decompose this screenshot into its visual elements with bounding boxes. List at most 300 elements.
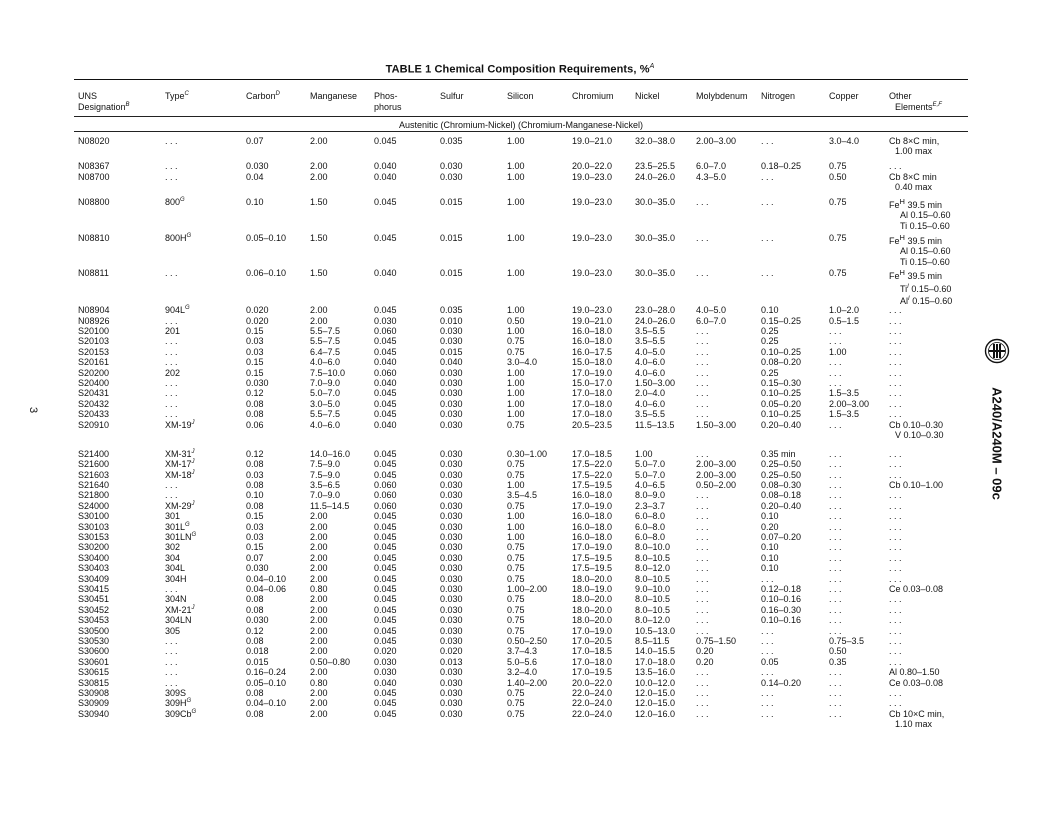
cell-molybdenum: . . . xyxy=(696,698,709,709)
cell-sulfur: 0.015 xyxy=(440,268,463,279)
cell-manganese: 3.0–5.0 xyxy=(310,398,341,409)
cell-phosphorus: 0.045 xyxy=(374,197,397,207)
cell-type: . . . xyxy=(165,388,178,399)
cell-uns: S20431 xyxy=(78,388,110,399)
cell-nickel: 4.0–6.5 xyxy=(635,480,666,490)
cell-carbon: 0.10 xyxy=(246,490,264,501)
cell-other-elements xyxy=(889,326,902,336)
cell-nickel: 3.5–5.5 xyxy=(635,409,666,420)
cell-manganese: 2.00 xyxy=(310,688,328,698)
cell-uns: S30600 xyxy=(78,646,110,657)
cell-molybdenum: 0.20 xyxy=(696,656,714,667)
cell-molybdenum: . . . xyxy=(696,388,709,399)
other-elements-line: . . . xyxy=(889,377,902,388)
cell-phosphorus: 0.045 xyxy=(374,532,397,542)
cell-other-elements xyxy=(889,563,902,573)
cell-sulfur: 0.030 xyxy=(440,171,463,182)
astm-logo-icon xyxy=(984,338,1010,364)
cell-copper: 0.75–3.5 xyxy=(829,636,865,646)
cell-uns: S30908 xyxy=(78,688,110,698)
cell-copper: . . . xyxy=(829,573,842,584)
cell-phosphorus: 0.030 xyxy=(374,315,397,326)
cell-manganese: 5.5–7.5 xyxy=(310,336,341,347)
cell-nitrogen: 0.10–0.25 xyxy=(761,409,802,420)
cell-silicon: 0.75 xyxy=(507,708,525,719)
cell-chromium: 17.5–19.5 xyxy=(572,480,613,490)
cell-chromium: 18.0–19.0 xyxy=(572,584,613,594)
cell-silicon: 1.00 xyxy=(507,388,525,399)
other-elements-line: . . . xyxy=(889,305,902,316)
cell-chromium: 22.0–24.0 xyxy=(572,698,613,709)
cell-nitrogen: 0.20 xyxy=(761,521,779,532)
cell-type: . . . xyxy=(165,315,178,326)
cell-molybdenum: . . . xyxy=(696,346,709,357)
cell-nitrogen: 0.08–0.20 xyxy=(761,357,802,368)
cell-type: . . . xyxy=(165,490,178,501)
cell-uns: S20432 xyxy=(78,398,110,409)
cell-carbon: 0.020 xyxy=(246,305,269,316)
cell-copper: . . . xyxy=(829,688,842,698)
cell-sulfur: 0.030 xyxy=(440,584,463,594)
cell-uns: S20103 xyxy=(78,336,110,347)
cell-chromium: 16.0–18.0 xyxy=(572,521,613,532)
cell-nickel: 8.0–10.5 xyxy=(635,594,671,605)
cell-copper: . . . xyxy=(829,325,842,336)
cell-silicon: 0.75 xyxy=(507,542,525,553)
cell-carbon: 0.12 xyxy=(246,625,264,636)
cell-molybdenum: 0.50–2.00 xyxy=(696,480,737,490)
cell-type: . . . xyxy=(165,480,178,490)
cell-silicon: 0.75 xyxy=(507,469,525,480)
other-elements-line: Cb 8×C min xyxy=(889,171,937,182)
other-elements-line: 0.40 max xyxy=(895,182,933,193)
cell-nitrogen: 0.14–0.20 xyxy=(761,677,802,688)
cell-carbon: 0.08 xyxy=(246,708,264,719)
other-elements-line: . . . xyxy=(889,552,902,563)
cell-phosphorus: 0.045 xyxy=(374,232,397,243)
other-elements-line: Al 0.80–1.50 xyxy=(889,667,940,678)
cell-nitrogen: 0.20–0.40 xyxy=(761,500,802,511)
cell-molybdenum: 0.75–1.50 xyxy=(696,636,737,646)
cell-sulfur: 0.030 xyxy=(440,161,463,172)
cell-phosphorus: 0.045 xyxy=(374,584,397,594)
header-carbon: Carbon$^D$ xyxy=(246,91,280,101)
cell-carbon: 0.15 xyxy=(246,367,264,378)
cell-copper: . . . xyxy=(829,367,842,378)
cell-copper: 1.00 xyxy=(829,346,847,357)
other-elements-line: . . . xyxy=(889,521,902,532)
side-header xyxy=(978,338,1018,528)
cell-nickel: 2.3–3.7 xyxy=(635,500,666,511)
cell-nitrogen: 0.08–0.18 xyxy=(761,490,802,501)
cell-copper: 0.35 xyxy=(829,656,847,667)
cell-copper: 0.50 xyxy=(829,171,847,182)
cell-molybdenum: . . . xyxy=(696,325,709,336)
cell-chromium: 20.0–22.0 xyxy=(572,677,613,688)
cell-silicon: 1.00 xyxy=(507,232,525,243)
cell-nitrogen: . . . xyxy=(761,268,774,279)
cell-carbon: 0.08 xyxy=(246,604,264,615)
cell-sulfur: 0.030 xyxy=(440,604,463,615)
cell-copper: . . . xyxy=(829,542,842,553)
other-elements-line: Al 0.15–0.60 xyxy=(900,246,951,257)
cell-silicon: 1.00 xyxy=(507,521,525,532)
cell-silicon: 0.75 xyxy=(507,336,525,347)
cell-chromium: 19.0–23.0 xyxy=(572,232,613,243)
cell-copper: . . . xyxy=(829,667,842,678)
cell-copper: . . . xyxy=(829,563,842,574)
cell-chromium: 17.0–19.0 xyxy=(572,625,613,636)
cell-nitrogen: 0.10 xyxy=(761,542,779,553)
cell-phosphorus: 0.030 xyxy=(374,667,397,678)
cell-uns: S30615 xyxy=(78,667,110,678)
cell-other-elements xyxy=(889,636,902,646)
cell-silicon: 0.75 xyxy=(507,615,525,626)
cell-molybdenum: . . . xyxy=(696,398,709,409)
cell-copper: . . . xyxy=(829,521,842,532)
cell-carbon: 0.015 xyxy=(246,656,269,667)
cell-type: . . . xyxy=(165,161,178,172)
cell-nickel: 8.0–10.5 xyxy=(635,604,671,615)
other-elements-line: . . . xyxy=(889,542,902,553)
cell-sulfur: 0.015 xyxy=(440,232,463,243)
cell-silicon: 1.00 xyxy=(507,377,525,388)
section-label: Austenitic (Chromium-Nickel) (Chromium-Manganese-Nickel) xyxy=(398,120,644,130)
header-other-elements: Other Elements$^{E,F}$ xyxy=(889,91,942,112)
cell-copper: . . . xyxy=(829,336,842,347)
cell-carbon: 0.15 xyxy=(246,511,264,522)
cell-silicon: 1.00 xyxy=(507,511,525,522)
cell-molybdenum: . . . xyxy=(696,490,709,501)
other-elements-line: . . . xyxy=(889,469,902,480)
other-elements-line: $Ti^I$ 0.15–0.60 xyxy=(900,283,952,294)
cell-other-elements xyxy=(889,172,937,193)
cell-nickel: 8.0–12.0 xyxy=(635,563,671,574)
cell-other-elements xyxy=(889,368,902,378)
cell-nitrogen: . . . xyxy=(761,171,774,182)
cell-nitrogen: 0.20–0.40 xyxy=(761,419,802,430)
cell-uns: S21640 xyxy=(78,480,110,490)
cell-molybdenum: . . . xyxy=(696,532,709,542)
cell-silicon: 1.00 xyxy=(507,480,525,490)
cell-phosphorus: 0.040 xyxy=(374,171,397,182)
cell-manganese: 1.50 xyxy=(310,268,328,279)
cell-molybdenum: 0.20 xyxy=(696,646,714,657)
cell-silicon: 0.75 xyxy=(507,563,525,574)
other-elements-line: Ce 0.03–0.08 xyxy=(889,584,944,594)
cell-chromium: 17.0–20.5 xyxy=(572,636,613,646)
cell-other-elements xyxy=(889,459,902,469)
cell-carbon: 0.15 xyxy=(246,325,264,336)
cell-type: 305 xyxy=(165,625,181,636)
cell-phosphorus: 0.020 xyxy=(374,646,397,657)
cell-silicon: 0.75 xyxy=(507,346,525,357)
cell-copper: . . . xyxy=(829,677,842,688)
other-elements-line: Ti 0.15–0.60 xyxy=(900,220,950,231)
cell-uns: N08904 xyxy=(78,305,110,316)
cell-sulfur: 0.030 xyxy=(440,409,463,420)
cell-silicon: 0.75 xyxy=(507,604,525,615)
cell-manganese: 2.00 xyxy=(310,667,328,678)
cell-manganese: 6.4–7.5 xyxy=(310,346,341,357)
cell-chromium: 19.0–21.0 xyxy=(572,315,613,326)
cell-sulfur: 0.030 xyxy=(440,419,463,430)
cell-carbon: 0.03 xyxy=(246,346,264,357)
cell-uns: S30601 xyxy=(78,656,110,667)
cell-manganese: 5.5–7.5 xyxy=(310,325,341,336)
cell-copper: 1.0–2.0 xyxy=(829,305,860,316)
cell-phosphorus: 0.045 xyxy=(374,552,397,563)
cell-carbon: 0.030 xyxy=(246,563,269,574)
cell-chromium: 16.0–18.0 xyxy=(572,511,613,522)
cell-silicon: 3.5–4.5 xyxy=(507,490,538,501)
cell-uns: S30153 xyxy=(78,532,110,542)
cell-carbon: 0.08 xyxy=(246,688,264,698)
other-elements-line: Cb 10×C min, xyxy=(889,708,945,719)
cell-uns: S20153 xyxy=(78,346,110,357)
cell-nickel: 1.50–3.00 xyxy=(635,377,676,388)
cell-nitrogen: 0.15–0.25 xyxy=(761,315,802,326)
cell-carbon: 0.08 xyxy=(246,636,264,646)
cell-carbon: 0.06 xyxy=(246,419,264,430)
cell-molybdenum: 6.0–7.0 xyxy=(696,161,727,172)
other-elements-line: . . . xyxy=(889,346,902,357)
cell-copper: 0.5–1.5 xyxy=(829,315,860,326)
cell-silicon: 1.00 xyxy=(507,268,525,279)
cell-type: . . . xyxy=(165,136,178,146)
cell-uns: S20910 xyxy=(78,419,110,430)
cell-copper: 2.00–3.00 xyxy=(829,398,870,409)
cell-nitrogen: 0.07–0.20 xyxy=(761,532,802,542)
other-elements-line: . . . xyxy=(889,409,902,420)
cell-phosphorus: 0.045 xyxy=(374,594,397,605)
cell-sulfur: 0.015 xyxy=(440,346,463,357)
cell-type: 309S xyxy=(165,688,187,698)
cell-type: $XM-29^J$ xyxy=(165,500,195,511)
cell-sulfur: 0.030 xyxy=(440,667,463,678)
other-elements-line: . . . xyxy=(889,315,902,326)
cell-molybdenum: . . . xyxy=(696,377,709,388)
cell-other-elements xyxy=(889,490,902,500)
cell-other-elements xyxy=(889,136,939,157)
header-sulfur: Sulfur xyxy=(440,91,464,101)
cell-carbon: 0.08 xyxy=(246,459,264,470)
other-elements-line: 1.00 max xyxy=(895,146,933,157)
header-molybdenum: Molybdenum xyxy=(696,91,748,101)
cell-phosphorus: 0.045 xyxy=(374,511,397,522)
other-elements-line: . . . xyxy=(889,688,902,698)
cell-type: . . . xyxy=(165,677,178,688)
cell-molybdenum: . . . xyxy=(696,584,709,594)
cell-type: 302 xyxy=(165,542,181,553)
cell-manganese: 2.00 xyxy=(310,615,328,626)
cell-silicon: 0.75 xyxy=(507,594,525,605)
cell-uns: N08800 xyxy=(78,197,110,207)
cell-nickel: 8.0–10.0 xyxy=(635,542,671,553)
cell-copper: . . . xyxy=(829,532,842,542)
cell-carbon: 0.06–0.10 xyxy=(246,268,287,279)
cell-copper: . . . xyxy=(829,625,842,636)
other-elements-line: . . . xyxy=(889,594,902,605)
cell-nitrogen: 0.25–0.50 xyxy=(761,459,802,470)
cell-nitrogen: 0.10–0.25 xyxy=(761,388,802,399)
other-elements-line: . . . xyxy=(889,625,902,636)
other-elements-line: $Fe^H$ 39.5 min xyxy=(889,268,942,282)
cell-phosphorus: 0.045 xyxy=(374,708,397,719)
header-uns: UNS Designation$^B$ xyxy=(78,91,130,112)
cell-molybdenum: . . . xyxy=(696,563,709,574)
cell-phosphorus: 0.045 xyxy=(374,636,397,646)
cell-uns: S30452 xyxy=(78,604,110,615)
cell-uns: S30403 xyxy=(78,563,110,574)
cell-phosphorus: 0.045 xyxy=(374,448,397,459)
cell-type: $301LN^G$ xyxy=(165,532,197,542)
cell-nitrogen: 0.18–0.25 xyxy=(761,161,802,172)
cell-molybdenum: . . . xyxy=(696,448,709,459)
cell-molybdenum: . . . xyxy=(696,688,709,698)
cell-type: 201 xyxy=(165,325,181,336)
cell-sulfur: 0.030 xyxy=(440,325,463,336)
cell-molybdenum: . . . xyxy=(696,573,709,584)
cell-uns: S20161 xyxy=(78,357,110,368)
cell-molybdenum: . . . xyxy=(696,552,709,563)
cell-silicon: 0.75 xyxy=(507,552,525,563)
cell-molybdenum: 4.3–5.0 xyxy=(696,171,727,182)
cell-molybdenum: . . . xyxy=(696,357,709,368)
cell-manganese: 2.00 xyxy=(310,646,328,657)
cell-molybdenum: . . . xyxy=(696,521,709,532)
cell-manganese: 1.50 xyxy=(310,232,328,243)
cell-type: $XM-31^J$ xyxy=(165,448,195,459)
cell-nitrogen: 0.25 xyxy=(761,325,779,336)
cell-nitrogen: 0.05 xyxy=(761,656,779,667)
cell-molybdenum: . . . xyxy=(696,542,709,553)
cell-molybdenum: 1.50–3.00 xyxy=(696,419,737,430)
cell-phosphorus: 0.040 xyxy=(374,677,397,688)
cell-chromium: 17.5–19.5 xyxy=(572,552,613,563)
cell-nickel: 30.0–35.0 xyxy=(635,268,676,279)
cell-type: $309Cb^G$ xyxy=(165,708,197,719)
other-elements-line: . . . xyxy=(889,563,902,574)
cell-type: . . . xyxy=(165,357,178,368)
cell-molybdenum: . . . xyxy=(696,197,709,207)
cell-carbon: 0.08 xyxy=(246,409,264,420)
cell-copper: . . . xyxy=(829,480,842,490)
cell-sulfur: 0.030 xyxy=(440,615,463,626)
cell-uns: S20400 xyxy=(78,377,110,388)
header-chromium: Chromium xyxy=(572,91,614,101)
cell-nickel: 24.0–26.0 xyxy=(635,315,676,326)
cell-nitrogen: . . . xyxy=(761,625,774,636)
table-title: TABLE 1 Chemical Composition Requirements, %$^A$ xyxy=(385,63,655,76)
cell-manganese: 2.00 xyxy=(310,542,328,553)
cell-copper: 0.75 xyxy=(829,232,847,243)
cell-sulfur: 0.030 xyxy=(440,625,463,636)
cell-manganese: 2.00 xyxy=(310,532,328,542)
cell-nickel: 6.0–8.0 xyxy=(635,511,666,522)
cell-carbon: 0.03 xyxy=(246,521,264,532)
cell-copper: . . . xyxy=(829,552,842,563)
cell-carbon: 0.08 xyxy=(246,398,264,409)
cell-sulfur: 0.030 xyxy=(440,563,463,574)
cell-type: $800^G$ xyxy=(165,197,185,207)
cell-sulfur: 0.030 xyxy=(440,532,463,542)
cell-uns: N08020 xyxy=(78,136,110,146)
cell-chromium: 18.0–20.0 xyxy=(572,594,613,605)
cell-nickel: 8.0–9.0 xyxy=(635,490,666,501)
cell-other-elements xyxy=(889,698,902,708)
cell-uns: S21400 xyxy=(78,448,110,459)
cell-phosphorus: 0.045 xyxy=(374,136,397,146)
cell-chromium: 17.0–19.0 xyxy=(572,367,613,378)
cell-other-elements xyxy=(889,347,902,357)
cell-sulfur: 0.030 xyxy=(440,480,463,490)
cell-sulfur: 0.030 xyxy=(440,688,463,698)
cell-copper: . . . xyxy=(829,469,842,480)
cell-uns: S30453 xyxy=(78,615,110,626)
cell-manganese: 2.00 xyxy=(310,594,328,605)
cell-other-elements xyxy=(889,688,902,698)
cell-copper: . . . xyxy=(829,708,842,719)
cell-carbon: 0.05–0.10 xyxy=(246,232,287,243)
cell-carbon: 0.07 xyxy=(246,552,264,563)
other-elements-line: Ti 0.15–0.60 xyxy=(900,256,950,267)
cell-type: $XM-19^J$ xyxy=(165,419,195,430)
cell-manganese: 7.0–9.0 xyxy=(310,490,341,501)
cell-molybdenum: 2.00–3.00 xyxy=(696,469,737,480)
cell-manganese: 0.80 xyxy=(310,677,328,688)
cell-nickel: 23.5–25.5 xyxy=(635,161,676,172)
other-elements-line: . . . xyxy=(889,161,902,172)
cell-molybdenum: . . . xyxy=(696,336,709,347)
cell-manganese: 2.00 xyxy=(310,552,328,563)
cell-chromium: 22.0–24.0 xyxy=(572,708,613,719)
cell-other-elements xyxy=(889,626,902,636)
cell-type: . . . xyxy=(165,336,178,347)
cell-carbon: 0.04–0.10 xyxy=(246,698,287,709)
cell-uns: S30200 xyxy=(78,542,110,553)
cell-phosphorus: 0.040 xyxy=(374,268,397,279)
cell-sulfur: 0.030 xyxy=(440,377,463,388)
cell-copper: . . . xyxy=(829,615,842,626)
cell-copper: . . . xyxy=(829,490,842,501)
cell-uns: N08700 xyxy=(78,171,110,182)
cell-copper: 0.50 xyxy=(829,646,847,657)
cell-type: $800H^G$ xyxy=(165,232,192,243)
cell-nitrogen: 0.10–0.25 xyxy=(761,346,802,357)
cell-sulfur: 0.030 xyxy=(440,388,463,399)
cell-copper: 1.5–3.5 xyxy=(829,409,860,420)
cell-copper: . . . xyxy=(829,594,842,605)
cell-other-elements xyxy=(889,268,952,306)
cell-type: 301 xyxy=(165,511,181,522)
cell-other-elements xyxy=(889,574,902,584)
cell-chromium: 18.0–20.0 xyxy=(572,573,613,584)
cell-copper: . . . xyxy=(829,419,842,430)
other-elements-line: $Fe^H$ 39.5 min xyxy=(889,232,942,246)
cell-silicon: 0.50–2.50 xyxy=(507,636,548,646)
cell-phosphorus: 0.060 xyxy=(374,325,397,336)
cell-other-elements xyxy=(889,409,902,419)
other-elements-line: Cb 8×C min, xyxy=(889,136,940,146)
cell-carbon: 0.15 xyxy=(246,542,264,553)
cell-silicon: 1.00 xyxy=(507,161,525,172)
cell-nickel: 5.0–7.0 xyxy=(635,469,666,480)
cell-other-elements xyxy=(889,532,902,542)
cell-uns: S30100 xyxy=(78,511,110,522)
cell-copper: . . . xyxy=(829,377,842,388)
cell-nickel: 12.0–15.0 xyxy=(635,698,676,709)
